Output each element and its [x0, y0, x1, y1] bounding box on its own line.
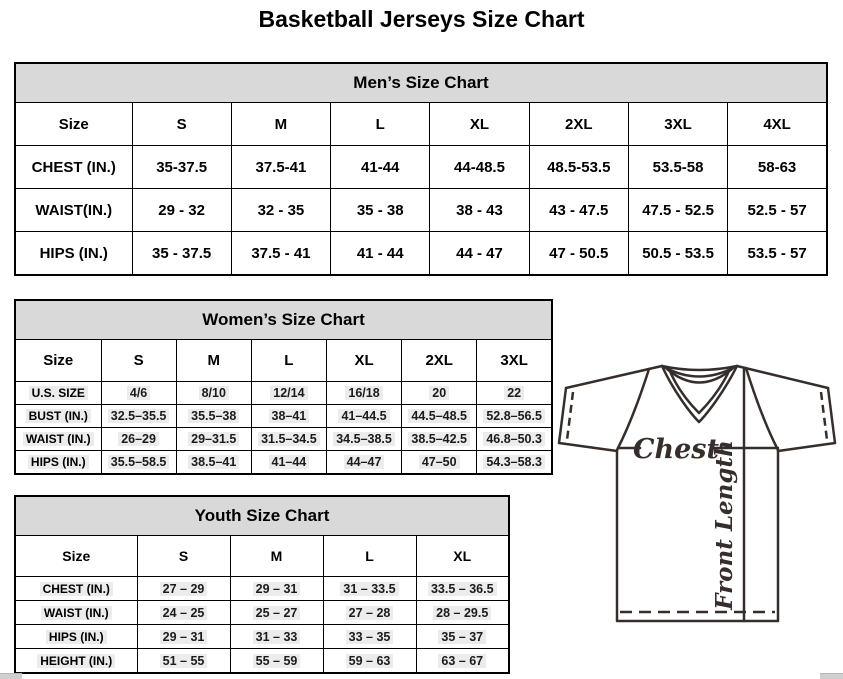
- size-header-cell: S: [137, 536, 230, 577]
- table-cell: 38–41: [251, 405, 326, 428]
- right-armhole-seam: [746, 368, 778, 450]
- table-cell: 41 - 44: [331, 232, 430, 276]
- table-cell: 29 - 32: [132, 189, 231, 232]
- table-cell: 35-37.5: [132, 146, 231, 189]
- size-header-cell: 2XL: [402, 340, 477, 382]
- size-header-cell: Size: [15, 103, 132, 146]
- table-cell: 29 – 31: [230, 577, 323, 601]
- table-cell: 38.5–41: [176, 451, 251, 475]
- table-row: [15, 451, 552, 475]
- table-title-row: [15, 300, 552, 340]
- table-cell: 47 - 50.5: [529, 232, 628, 276]
- size-header-cell: 3XL: [628, 103, 727, 146]
- table-cell: 38.5–42.5: [402, 428, 477, 451]
- table-cell: 37.5-41: [231, 146, 330, 189]
- table-cell: 32 - 35: [231, 189, 330, 232]
- table-cell: 47.5 - 52.5: [628, 189, 727, 232]
- table-row: [15, 232, 827, 276]
- table-row: [15, 601, 509, 625]
- table-cell: 20: [402, 382, 477, 405]
- size-header-row: [15, 340, 552, 382]
- youth-size-table: [14, 495, 510, 674]
- table-cell: 43 - 47.5: [529, 189, 628, 232]
- table-cell: 34.5–38.5: [326, 428, 401, 451]
- table-cell: 12/14: [251, 382, 326, 405]
- table-cell: 52.8–56.5: [477, 405, 552, 428]
- womens-size-table: [14, 299, 553, 475]
- table-title: Men’s Size Chart: [15, 63, 827, 103]
- size-header-cell: L: [323, 536, 416, 577]
- size-header-cell: XL: [326, 340, 401, 382]
- table-cell: 48.5-53.5: [529, 146, 628, 189]
- size-header-cell: M: [230, 536, 323, 577]
- table-cell: 58-63: [728, 146, 827, 189]
- size-header-row: [15, 536, 509, 577]
- size-header-cell: M: [231, 103, 330, 146]
- chest-label: Chest: [633, 434, 719, 465]
- row-label: WAIST (IN.): [15, 428, 101, 451]
- row-label: HIPS (IN.): [15, 232, 132, 276]
- table-cell: 4/6: [101, 382, 176, 405]
- table-cell: 35 – 37: [416, 625, 509, 649]
- row-label: U.S. SIZE: [15, 382, 101, 405]
- table-cell: 44.5–48.5: [402, 405, 477, 428]
- table-cell: 27 – 29: [137, 577, 230, 601]
- table-cell: 28 – 29.5: [416, 601, 509, 625]
- table-cell: 63 – 67: [416, 649, 509, 674]
- table-cell: 31 – 33: [230, 625, 323, 649]
- table-cell: 31 – 33.5: [323, 577, 416, 601]
- front-length-label: Front Length: [711, 440, 738, 610]
- table-title: Youth Size Chart: [15, 496, 509, 536]
- table-cell: 51 – 55: [137, 649, 230, 674]
- table-title: Women’s Size Chart: [15, 300, 552, 340]
- size-header-cell: M: [176, 340, 251, 382]
- left-sleeve-outline: [559, 388, 617, 451]
- row-label: WAIST(IN.): [15, 189, 132, 232]
- table-row: [15, 405, 552, 428]
- table-cell: 54.3–58.3: [477, 451, 552, 475]
- table-cell: 35.5–58.5: [101, 451, 176, 475]
- size-header-cell: 3XL: [477, 340, 552, 382]
- table-cell: 55 – 59: [230, 649, 323, 674]
- table-cell: 38 - 43: [430, 189, 529, 232]
- table-cell: 24 – 25: [137, 601, 230, 625]
- size-header-cell: S: [132, 103, 231, 146]
- left-cuff-stitch-dashes: [567, 392, 573, 440]
- row-label: HEIGHT (IN.): [15, 649, 137, 674]
- table-cell: 33.5 – 36.5: [416, 577, 509, 601]
- table-row: [15, 649, 509, 674]
- table-cell: 52.5 - 57: [728, 189, 827, 232]
- table-cell: 32.5–35.5: [101, 405, 176, 428]
- size-header-row: [15, 103, 827, 146]
- row-label: HIPS (IN.): [15, 625, 137, 649]
- size-header-cell: XL: [430, 103, 529, 146]
- table-cell: 25 – 27: [230, 601, 323, 625]
- table-cell: 50.5 - 53.5: [628, 232, 727, 276]
- table-cell: 35.5–38: [176, 405, 251, 428]
- table-cell: 22: [477, 382, 552, 405]
- right-cuff-stitch-dashes: [821, 392, 827, 440]
- table-cell: 44–47: [326, 451, 401, 475]
- table-cell: 53.5 - 57: [728, 232, 827, 276]
- table-cell: 59 – 63: [323, 649, 416, 674]
- jersey-body-outline: [617, 450, 778, 621]
- table-row: [15, 146, 827, 189]
- table-cell: 41-44: [331, 146, 430, 189]
- size-header-cell: 2XL: [529, 103, 628, 146]
- size-header-cell: L: [331, 103, 430, 146]
- table-cell: 35 - 37.5: [132, 232, 231, 276]
- table-cell: 26–29: [101, 428, 176, 451]
- mens-size-table: [14, 62, 828, 276]
- right-sleeve-outline: [778, 388, 835, 451]
- table-row: [15, 382, 552, 405]
- table-cell: 8/10: [176, 382, 251, 405]
- table-row: [15, 625, 509, 649]
- size-header-cell: XL: [416, 536, 509, 577]
- size-header-cell: S: [101, 340, 176, 382]
- page-title: Basketball Jerseys Size Chart: [258, 6, 585, 32]
- row-label: HIPS (IN.): [15, 451, 101, 475]
- table-cell: 44 - 47: [430, 232, 529, 276]
- row-label: CHEST (IN.): [15, 146, 132, 189]
- row-label: WAIST (IN.): [15, 601, 137, 625]
- table-row: [15, 189, 827, 232]
- table-title-row: [15, 496, 509, 536]
- jersey-measurement-diagram: [556, 359, 838, 629]
- size-header-cell: Size: [15, 536, 137, 577]
- scrollbar-fragment-left[interactable]: [0, 673, 22, 679]
- table-cell: 44-48.5: [430, 146, 529, 189]
- table-row: [15, 428, 552, 451]
- size-header-cell: L: [251, 340, 326, 382]
- table-cell: 16/18: [326, 382, 401, 405]
- table-cell: 29 – 31: [137, 625, 230, 649]
- row-label: CHEST (IN.): [15, 577, 137, 601]
- size-header-cell: 4XL: [728, 103, 827, 146]
- table-cell: 29–31.5: [176, 428, 251, 451]
- table-cell: 47–50: [402, 451, 477, 475]
- table-cell: 31.5–34.5: [251, 428, 326, 451]
- scrollbar-fragment-right[interactable]: [820, 673, 843, 679]
- table-row: [15, 577, 509, 601]
- table-cell: 46.8–50.3: [477, 428, 552, 451]
- row-label: BUST (IN.): [15, 405, 101, 428]
- table-title-row: [15, 63, 827, 103]
- collar-top-line: [662, 366, 737, 370]
- table-cell: 41–44: [251, 451, 326, 475]
- table-cell: 33 – 35: [323, 625, 416, 649]
- table-cell: 27 – 28: [323, 601, 416, 625]
- table-cell: 41–44.5: [326, 405, 401, 428]
- table-cell: 53.5-58: [628, 146, 727, 189]
- table-cell: 37.5 - 41: [231, 232, 330, 276]
- table-cell: 35 - 38: [331, 189, 430, 232]
- size-header-cell: Size: [15, 340, 101, 382]
